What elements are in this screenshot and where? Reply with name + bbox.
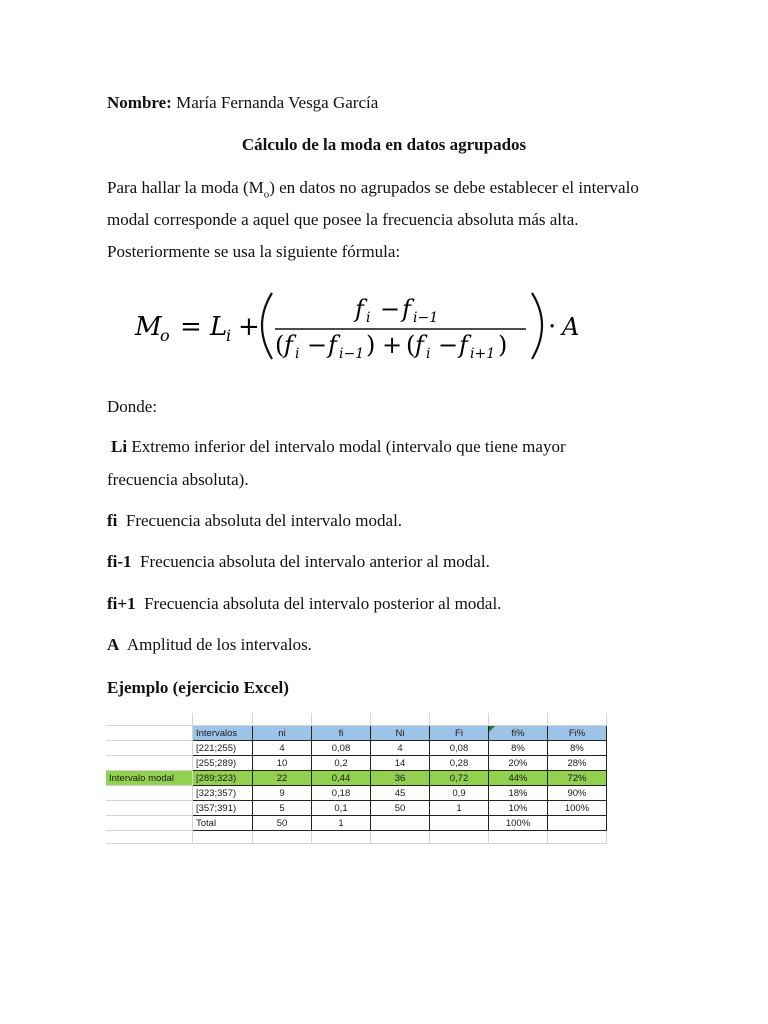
svg-text:i: i — [295, 346, 300, 362]
cell-interval: [289;323) — [193, 771, 253, 786]
term-a: A — [107, 635, 120, 654]
definition-li — [111, 437, 566, 457]
svg-text:·: · — [548, 312, 557, 342]
cell-Ni: 4 — [371, 741, 430, 756]
cell-Ni: 14 — [371, 756, 430, 771]
svg-text:f: f — [402, 295, 411, 323]
cell-interval: [323;357) — [193, 786, 253, 801]
cell-Fi: 0,9 — [430, 786, 489, 801]
definition-a — [107, 635, 312, 655]
cell-ni: 9 — [253, 786, 312, 801]
cell-fi: 0,08 — [312, 741, 371, 756]
term-fi: fi — [107, 511, 118, 530]
svg-text:i: i — [226, 326, 232, 345]
cell-interval: [357;391) — [193, 801, 253, 816]
cell-Fi — [430, 816, 489, 831]
term-fi-minus-1: fi-1 — [107, 552, 132, 571]
svg-text:(: ( — [406, 331, 416, 359]
definition-a-text: Amplitud de los intervalos. — [119, 635, 312, 654]
cell-Fi-percent: 72% — [548, 771, 607, 786]
header-ni: ni — [253, 726, 312, 741]
svg-text:f: f — [355, 295, 364, 323]
svg-text:): ) — [498, 331, 508, 359]
header-Ni: Ni — [371, 726, 430, 741]
table-row-modal — [106, 771, 607, 786]
cell-Ni: 36 — [371, 771, 430, 786]
cell-Fi: 0,72 — [430, 771, 489, 786]
sheet-blank-row — [106, 713, 607, 726]
cell-ni: 50 — [253, 816, 312, 831]
definition-fi-minus-1 — [107, 552, 490, 572]
sheet-blank-row — [106, 831, 607, 844]
header-fi: fi — [312, 726, 371, 741]
header-fi-percent: fi% — [489, 726, 548, 741]
title-text: Cálculo de la moda en datos agrupados — [241, 135, 527, 154]
cell-Fi: 0,28 — [430, 756, 489, 771]
svg-text:): ) — [366, 331, 376, 359]
cell-fi-percent: 8% — [489, 741, 548, 756]
svg-text:A: A — [562, 313, 580, 341]
formula-graphic — [130, 285, 590, 365]
definition-fi-plus-1 — [107, 594, 501, 614]
svg-text:+: + — [238, 312, 260, 342]
svg-text:i: i — [426, 346, 431, 362]
document-title — [0, 135, 768, 155]
cell-ni: 4 — [253, 741, 312, 756]
cell-Fi-percent: 8% — [548, 741, 607, 756]
definition-fi-text: Frecuencia absoluta del intervalo modal. — [117, 511, 403, 530]
cell-Ni: 50 — [371, 801, 430, 816]
definition-fi-plus-1-text: Frecuencia absoluta del intervalo posterior al modal. — [135, 594, 502, 613]
intro-subscript: o — [263, 188, 270, 201]
header-intervalos: Intervalos — [193, 726, 253, 741]
intro-line-3: Posteriormente se usa la siguiente fórmula: — [107, 242, 401, 261]
table-row — [106, 756, 607, 771]
table-header-row — [106, 726, 607, 741]
cell-fi-percent: 10% — [489, 801, 548, 816]
svg-text:f: f — [328, 331, 337, 359]
header-Fi-percent: Fi% — [548, 726, 607, 741]
modal-interval-label: Intervalo modal — [106, 771, 193, 786]
svg-text:−: − — [438, 331, 459, 359]
term-li: Li — [111, 437, 128, 456]
intro-text-a: Para hallar la moda (M — [107, 178, 264, 197]
header-Fi: Fi — [430, 726, 489, 741]
mode-formula — [130, 285, 590, 365]
cell-fi: 0,44 — [312, 771, 371, 786]
name-value: María Fernanda Vesga García — [176, 93, 379, 112]
example-heading — [107, 678, 289, 698]
name-line — [107, 93, 378, 113]
table-row — [106, 741, 607, 756]
intro-line-2: modal corresponde a aquel que posee la frecuencia absoluta más alta. — [107, 210, 579, 229]
table-row — [106, 801, 607, 816]
definition-li-cont: frecuencia absoluta). — [107, 470, 249, 489]
cell-Fi-percent: 28% — [548, 756, 607, 771]
cell-Fi-percent — [548, 816, 607, 831]
svg-text:−: − — [380, 295, 401, 323]
svg-text:L: L — [210, 312, 228, 342]
svg-text:f: f — [284, 331, 293, 359]
svg-text:M: M — [135, 312, 162, 342]
excel-sheet — [106, 713, 628, 855]
svg-text:−: − — [307, 331, 328, 359]
svg-text:+: + — [382, 331, 403, 359]
svg-text:i: i — [366, 310, 371, 326]
cell-Ni — [371, 816, 430, 831]
intro-line-1 — [107, 178, 639, 204]
donde-label: Donde: — [107, 397, 158, 416]
cell-ni: 10 — [253, 756, 312, 771]
name-label: Nombre: — [107, 93, 172, 112]
frequency-table — [106, 713, 607, 844]
cell-fi-percent: 20% — [489, 756, 548, 771]
table-row — [106, 786, 607, 801]
cell-ni: 22 — [253, 771, 312, 786]
svg-text:=: = — [180, 312, 202, 342]
cell-fi: 0,18 — [312, 786, 371, 801]
svg-text:i−1: i−1 — [413, 310, 439, 326]
cell-Fi: 1 — [430, 801, 489, 816]
definition-li-text: Extremo inferior del intervalo modal (intervalo que tiene mayor — [127, 437, 566, 456]
cell-interval: [221;255) — [193, 741, 253, 756]
cell-ni: 5 — [253, 801, 312, 816]
cell-fi: 1 — [312, 816, 371, 831]
svg-text:f: f — [415, 331, 424, 359]
cell-Fi-percent: 90% — [548, 786, 607, 801]
cell-fi: 0,1 — [312, 801, 371, 816]
svg-text:f: f — [459, 331, 468, 359]
svg-text:i−1: i−1 — [339, 346, 365, 362]
term-fi-plus-1: fi+1 — [107, 594, 136, 613]
cell-interval: [255;289) — [193, 756, 253, 771]
cell-fi-percent: 18% — [489, 786, 548, 801]
svg-text:o: o — [160, 326, 170, 345]
example-heading-text: Ejemplo (ejercicio Excel) — [107, 678, 289, 697]
cell-fi-percent: 100% — [489, 816, 548, 831]
intro-text-b: ) en datos no agrupados se debe establecer el intervalo — [269, 178, 639, 197]
table-row-total — [106, 816, 607, 831]
cell-Ni: 45 — [371, 786, 430, 801]
cell-Fi-percent: 100% — [548, 801, 607, 816]
svg-text:i+1: i+1 — [470, 346, 496, 362]
cell-Fi: 0,08 — [430, 741, 489, 756]
svg-text:(: ( — [275, 331, 285, 359]
cell-fi: 0,2 — [312, 756, 371, 771]
definition-fi-minus-1-text: Frecuencia absoluta del intervalo anterior al modal. — [131, 552, 490, 571]
cell-total-label: Total — [193, 816, 253, 831]
cell-fi-percent: 44% — [489, 771, 548, 786]
definition-fi — [107, 511, 402, 531]
